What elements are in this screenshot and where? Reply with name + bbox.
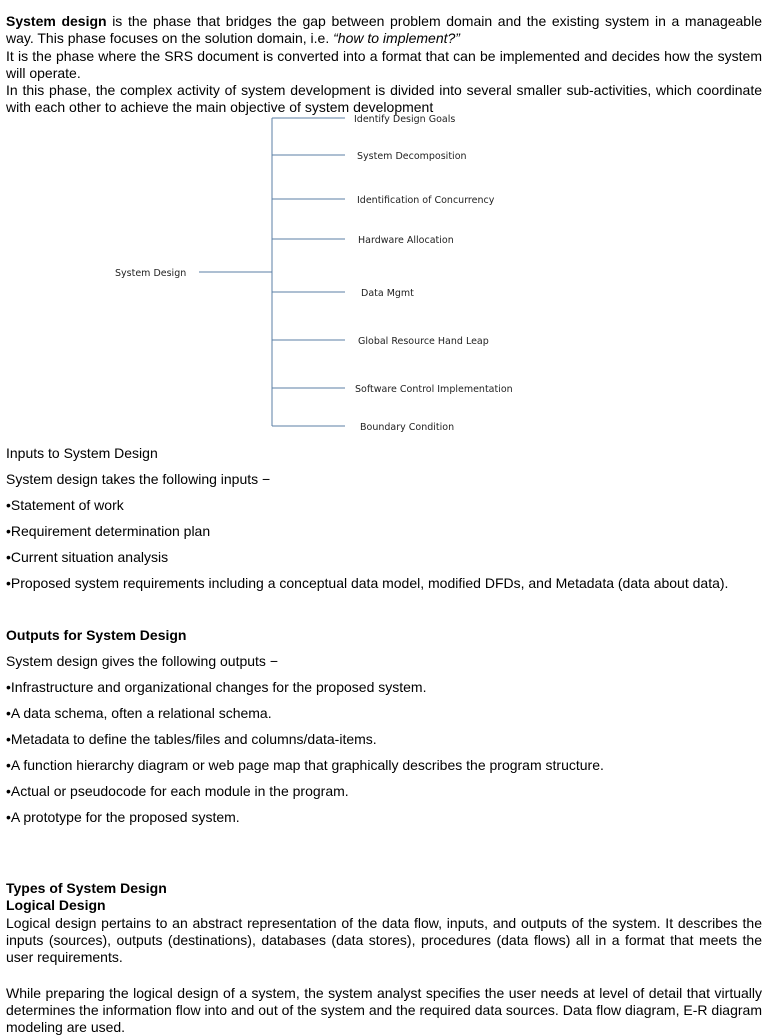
outputs-lead: System design gives the following outputs − (6, 653, 278, 669)
types-heading: Types of System Design (6, 880, 167, 896)
system-design-diagram (0, 110, 768, 440)
intro-paragraph-1 (6, 13, 762, 47)
inputs-item: •Proposed system requirements including a conceptual data model, modified DFDs, and Metadata (data about data). (6, 575, 729, 591)
branch-label: Data Mgmt (361, 288, 414, 299)
branch-label: Identify Design Goals (354, 114, 456, 125)
intro-bold-term: System design (6, 13, 107, 29)
branch-label: Software Control Implementation (355, 384, 513, 395)
outputs-item: •Actual or pseudocode for each module in the program. (6, 783, 349, 799)
inputs-item: •Statement of work (6, 497, 124, 513)
outputs-item: •Infrastructure and organizational changes for the proposed system. (6, 679, 427, 695)
logical-design-paragraph-1: Logical design pertains to an abstract representation of the data flow, inputs, and outputs of the system. It describes the inputs (sources), outputs (destinations), databases (data stores), procedures (data flows) all in a format that meets the user requirements. (6, 915, 762, 965)
diagram-branches (272, 114, 513, 433)
outputs-item: •A data schema, often a relational schema. (6, 705, 272, 721)
logical-design-heading: Logical Design (6, 897, 106, 913)
inputs-lead: System design takes the following inputs − (6, 471, 271, 487)
branch-label: Boundary Condition (360, 422, 455, 433)
branch-label: Identification of Concurrency (357, 195, 495, 206)
intro-italic-question: “how to implement?” (333, 30, 460, 46)
diagram-svg (0, 110, 768, 440)
intro-text: is the phase that bridges the gap between problem domain and the existing system in a manageable way. This phase focuses on the solution domain, i.e. (6, 13, 762, 46)
branch-label: System Decomposition (357, 151, 467, 162)
inputs-heading: Inputs to System Design (6, 445, 158, 461)
logical-design-paragraph-2: While preparing the logical design of a system, the system analyst specifies the user needs at level of detail that virtually determines the information flow into and out of the system and the required data sources. Data flow diagram, E-R diagram modeling are used. (6, 985, 762, 1035)
intro-paragraph-2: It is the phase where the SRS document is converted into a format that can be implemented and decides how the system will operate. (6, 48, 762, 81)
inputs-item: •Requirement determination plan (6, 523, 211, 539)
outputs-item: •A prototype for the proposed system. (6, 809, 240, 825)
outputs-item: •Metadata to define the tables/files and columns/data-items. (6, 731, 377, 747)
outputs-heading: Outputs for System Design (6, 627, 187, 643)
root-label: System Design (115, 268, 187, 279)
branch-label: Global Resource Hand Leap (358, 336, 489, 347)
branch-label: Hardware Allocation (358, 235, 454, 246)
inputs-item: •Current situation analysis (6, 549, 169, 565)
intro-paragraph-3: In this phase, the complex activity of system development is divided into several smaller sub-activities, which coordinate with each other to achieve the main objective of system development (6, 82, 762, 115)
outputs-item: •A function hierarchy diagram or web page map that graphically describes the program structure. (6, 757, 604, 773)
